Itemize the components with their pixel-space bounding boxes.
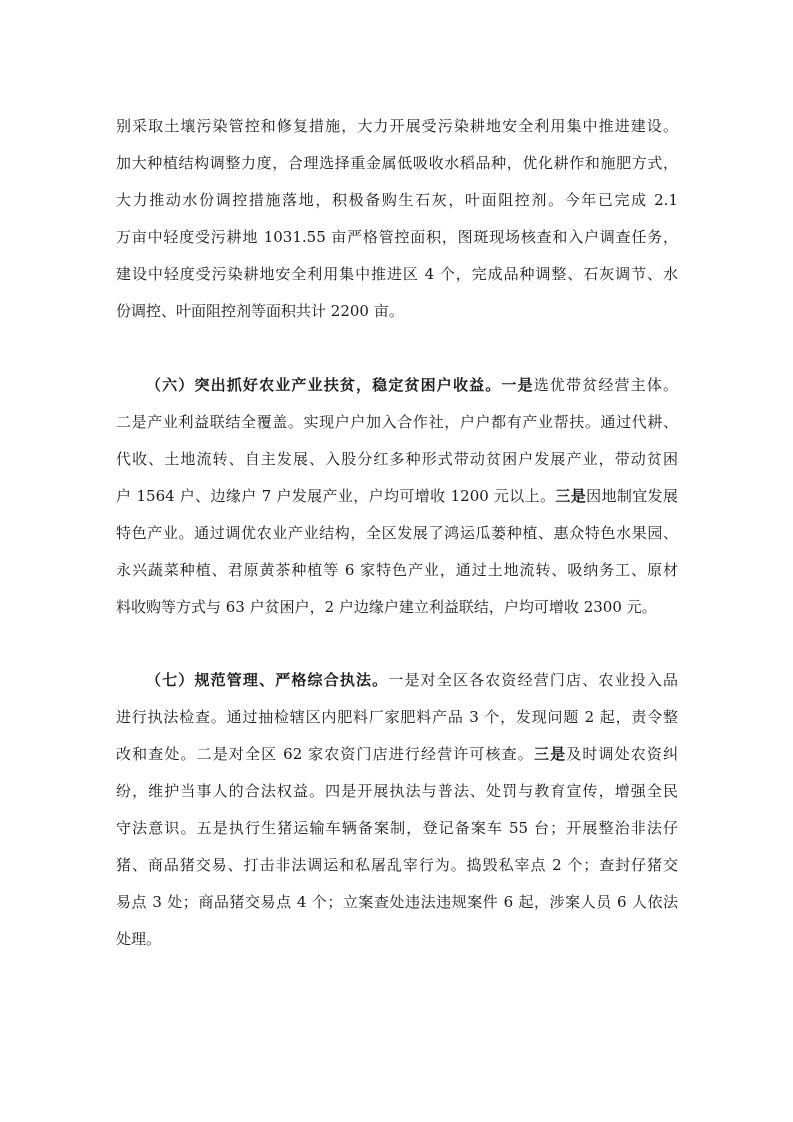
line-text: 改和查处。二是对全区 62 家农资门店进行经营许可核查。 (116, 745, 534, 763)
paragraph-line (116, 736, 678, 773)
paragraph-line: 料收购等方式与 63 户贫困户，2 户边缘户建立利益联结，户均可增收 2300 元。 (116, 598, 657, 616)
paragraph-line: 进行执法检查。通过抽检辖区内肥料厂家肥料产品 3 个，发现问题 2 起，责令整 (116, 708, 678, 726)
line-text: 户 1564 户、边缘户 7 户发展产业，户均可增收 1200 元以上。 (116, 487, 556, 505)
keyword-third: 三是 (555, 487, 587, 505)
paragraph-line: 加大种植结构调整力度，合理选择重金属低吸收水稻品种，优化耕作和施肥方式， (116, 154, 678, 172)
paragraph-line (116, 478, 678, 515)
paragraph-line (116, 367, 678, 404)
paragraph-line: 纷，维护当事人的合法权益。四是开展执法与普法、处罚与教育宣传，增强全民 (116, 782, 678, 800)
paragraph-line: 建设中轻度受污染耕地安全利用集中推进区 4 个，完成品种调整、石灰调节、水 (116, 265, 678, 283)
line-text: 选优带贫经营主体。 (533, 376, 678, 394)
line-text: 因地制宜发展 (586, 487, 678, 505)
paragraph-line: 守法意识。五是执行生猪运输车辆备案制，登记备案车 55 台；开展整治非法仔 (116, 819, 678, 837)
paragraph-line: 别采取土壤污染管控和修复措施，大力开展受污染耕地安全利用集中推进建设。 (116, 117, 678, 135)
paragraph-line: 二是产业利益联结全覆盖。实现户户加入合作社，户户都有产业帮扶。通过代耕、 (116, 413, 678, 431)
paragraph-line: 万亩中轻度受污耕地 1031.55 亩严格管控面积，图斑现场核查和入户调查任务， (116, 228, 678, 246)
keyword-third: 三是 (533, 745, 567, 763)
keyword-first: 一是 (501, 376, 534, 394)
paragraph-line: 大力推动水份调控措施落地，积极备购生石灰，叶面阻控剂。今年已完成 2.1 (116, 191, 678, 209)
section-heading: （七）规范管理、严格综合执法。 (146, 671, 389, 689)
paragraph-law-enforcement (116, 662, 678, 958)
paragraph-line: 永兴蔬菜种植、君原黄茶种植等 6 家特色产业，通过土地流转、吸纳务工、原材 (116, 561, 678, 579)
section-heading: （六）突出抓好农业产业扶贫，稳定贫困户收益。 (146, 376, 502, 394)
paragraph-soil-pollution (116, 108, 678, 330)
paragraph-line: 易点 3 处；商品猪交易点 4 个；立案查处违法违规案件 6 起，涉案人员 6 人依法 (116, 893, 678, 911)
paragraph-line: 猪、商品猪交易、打击非法调运和私屠乱宰行为。捣毁私宰点 2 个；查封仔猪交 (116, 856, 678, 874)
line-text: 及时调处农资纠 (566, 745, 678, 763)
paragraph-poverty-alleviation (116, 367, 678, 626)
paragraph-line: 特色产业。通过调优农业产业结构，全区发展了鸿运瓜蒌种植、惠众特色水果园、 (116, 524, 678, 542)
paragraph-line: 处理。 (116, 930, 162, 948)
paragraph-line: 份调控、叶面阻控剂等面积共计 2200 亩。 (116, 302, 404, 320)
paragraph-line (116, 662, 678, 699)
paragraph-line: 代收、土地流转、自主发展、入股分红多种形式带动贫困户发展产业，带动贫困 (116, 450, 678, 468)
line-text: 一是对全区各农资经营门店、农业投入品 (388, 671, 678, 689)
